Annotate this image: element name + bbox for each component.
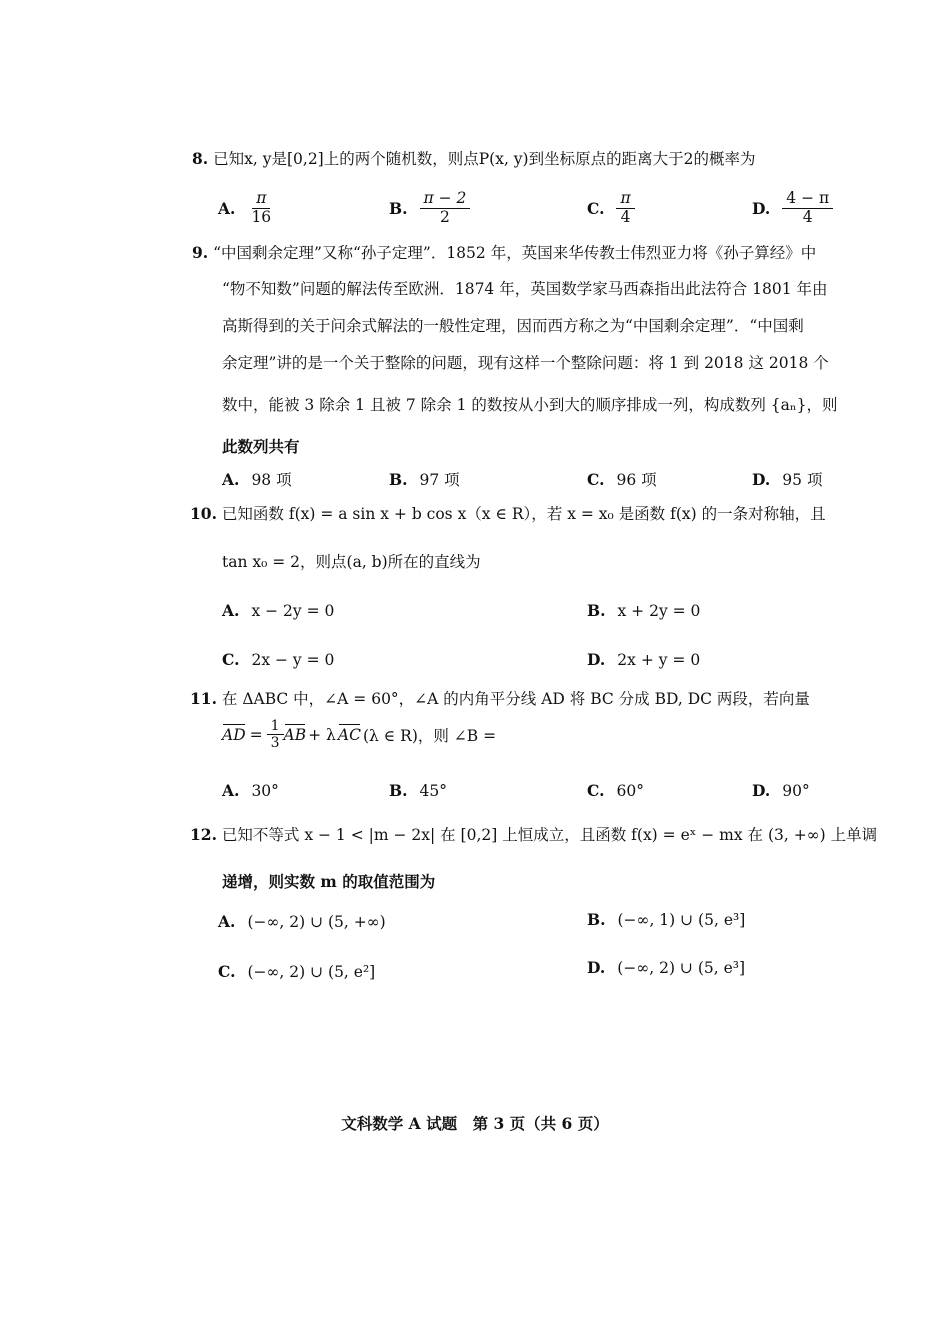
fraction-denominator: 4 [802, 207, 813, 226]
q12-text: 已知不等式 x − 1 < |m − 2x| 在 [0,2] 上恒成立，且函数 f(x) = eˣ − mx 在 (3, +∞) 上单调 [221, 826, 878, 844]
option-text: 2x + y = 0 [617, 650, 701, 669]
page-footer: 文科数学 A 试题 第 3 页（共 6 页） [341, 1114, 609, 1133]
q9-option-b [389, 468, 460, 490]
q11-option-b [389, 781, 447, 800]
q8-option-b [389, 190, 470, 227]
q12-line-1 [190, 826, 877, 845]
option-text: (−∞, 1) ∪ (5, e³] [617, 910, 746, 929]
q11-option-a [222, 781, 279, 800]
q11-option-d [752, 781, 810, 800]
q9-line-4: 余定理”讲的是一个关于整除的问题，现有这样一个整除问题：将 1 到 2018 这 2018 个 [222, 354, 829, 372]
q10-option-a [222, 601, 334, 620]
fraction-numerator: π − 2 [420, 190, 471, 209]
q12-option-a [218, 912, 386, 931]
option-label: D. [752, 781, 771, 800]
vector-ac: AC [337, 725, 361, 744]
option-text: 60° [616, 781, 644, 800]
q8-option-d [752, 190, 833, 227]
fraction-denominator: 3 [270, 735, 280, 752]
option-text: (−∞, 2) ∪ (5, +∞) [247, 912, 386, 931]
vector-ab: AB [283, 725, 307, 744]
option-label: D. [587, 650, 606, 669]
option-text: 2x − y = 0 [251, 650, 335, 669]
q9-number: 9. [192, 243, 209, 262]
option-label: B. [389, 781, 408, 800]
plus-lambda: + λ [308, 725, 336, 744]
option-label: B. [587, 601, 606, 620]
q8-option-a [218, 190, 275, 227]
fraction-denominator: 16 [251, 207, 272, 226]
option-label: C. [218, 962, 236, 981]
fraction-denominator: 4 [620, 207, 631, 226]
option-label: C. [222, 650, 240, 669]
option-text: (−∞, 2) ∪ (5, e³] [617, 958, 746, 977]
equals-sign: = [249, 725, 263, 744]
q10-option-c [222, 650, 334, 669]
option-text: x + 2y = 0 [617, 601, 701, 620]
option-label: A. [222, 781, 240, 800]
option-text: x − 2y = 0 [251, 601, 335, 620]
q10-option-b [587, 601, 700, 620]
q9-line-2: “物不知数”问题的解法传至欧洲．1874 年，英国数学家马西森指出此法符合 1801 年由 [222, 280, 828, 298]
option-label: A. [222, 601, 240, 620]
q12-option-b [587, 910, 745, 929]
option-text: 90° [782, 781, 810, 800]
option-text: 97 项 [419, 471, 460, 489]
q12-option-c [218, 962, 375, 981]
q10-line-2: tan x₀ = 2，则点(a, b)所在的直线为 [222, 553, 481, 571]
option-label: D. [752, 469, 771, 489]
option-label: C. [587, 198, 605, 218]
q9-text: “中国剩余定理”又称“孙子定理”．1852 年，英国来华传教士伟烈亚力将《孙子算经》中 [213, 244, 817, 262]
q9-option-d [752, 468, 822, 490]
q11-number: 11. [190, 689, 217, 708]
option-label: D. [587, 958, 606, 977]
fraction-numerator: π [616, 190, 634, 209]
q8-number: 8. [192, 149, 209, 168]
option-label: B. [389, 469, 408, 489]
option-label: A. [218, 198, 236, 218]
q8-text: 已知x, y是[0,2]上的两个随机数，则点P(x, y)到坐标原点的距离大于2的概率为 [213, 150, 756, 168]
option-text: (−∞, 2) ∪ (5, e²] [247, 962, 376, 981]
option-label: B. [587, 910, 606, 929]
fraction-numerator: π [252, 190, 270, 209]
q9-option-a [222, 468, 292, 490]
q9-option-c [587, 468, 657, 490]
option-text: 98 项 [251, 471, 292, 489]
option-label: B. [389, 198, 408, 218]
q11-text: 在 ΔABC 中，∠A = 60°，∠A 的内角平分线 AD 将 BC 分成 BD, DC 两段，若向量 [221, 690, 810, 708]
q9-line-3: 高斯得到的关于问余式解法的一般性定理，因而西方称之为“中国剩余定理”．“中国剩 [222, 317, 804, 335]
q12-option-d [587, 958, 745, 977]
q9-line-5: 数中，能被 3 除余 1 且被 7 除余 1 的数按从小到大的顺序排成一列，构成数列 {aₙ}，则 [222, 396, 838, 414]
fraction-numerator: 1 [267, 718, 284, 735]
fraction-numerator: 4 − π [782, 190, 833, 209]
q8-option-c [587, 190, 635, 227]
option-text: 95 项 [782, 471, 823, 489]
q10-number: 10. [190, 504, 217, 523]
option-text: 96 项 [616, 471, 657, 489]
q10-text: 已知函数 f(x) = a sin x + b cos x（x ∈ R），若 x = x₀ 是函数 f(x) 的一条对称轴，且 [221, 505, 826, 523]
option-text: 45° [419, 781, 447, 800]
q11-vector-equation [222, 718, 496, 751]
vector-ad: AD [222, 725, 246, 744]
option-label: D. [752, 198, 771, 218]
option-label: C. [587, 469, 605, 489]
q10-option-d [587, 650, 700, 669]
q10-line-1 [190, 505, 826, 524]
fraction-denominator: 2 [440, 207, 450, 226]
option-label: C. [587, 781, 605, 800]
option-label: A. [222, 469, 240, 489]
q9-line-6: 此数列共有 [222, 437, 300, 456]
q9-line-1 [192, 244, 816, 263]
q12-number: 12. [190, 825, 217, 844]
q12-line-2: 递增，则实数 m 的取值范围为 [222, 872, 436, 891]
option-text: 30° [251, 781, 279, 800]
q11-tail: (λ ∈ R)，则 ∠B = [362, 726, 497, 745]
q8-stem [192, 150, 755, 169]
option-label: A. [218, 912, 236, 931]
q11-option-c [587, 781, 644, 800]
q11-line-1 [190, 690, 810, 709]
